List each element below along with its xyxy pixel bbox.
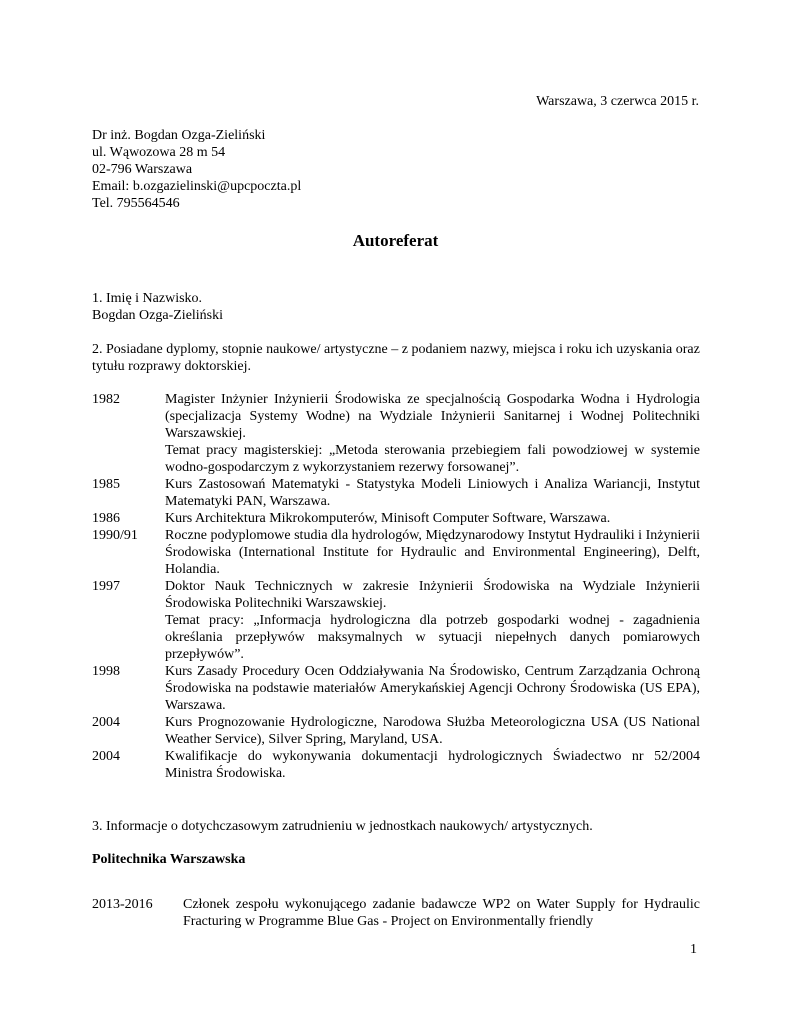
degree-entry (92, 748, 700, 782)
degree-entry (92, 714, 700, 748)
page-number: 1 (690, 942, 697, 957)
degree-paragraph: Kwalifikacje do wykonywania dokumentacji hydrologicznych Świadectwo nr 52/2004 Ministra Środowiska. (165, 749, 700, 781)
degree-year: 2004 (92, 715, 120, 730)
degree-paragraph: Temat pracy: „Informacja hydrologiczna dla potrzeb gospodarki wodnej - zagadnienia określania przepływów maksymalnych w sytuacji niepełnych danych pomiarowych przepływów”. (165, 613, 700, 662)
degree-description (165, 476, 700, 510)
degree-description (165, 510, 700, 527)
degree-description (165, 663, 700, 714)
degree-paragraph: Temat pracy magisterskiej: „Metoda sterowania przebiegiem fali powodziowej w systemie wodno-gospodarczym z wykorzystaniem rezerwy forsowanej”. (165, 443, 700, 475)
degree-year: 2004 (92, 749, 120, 764)
degree-paragraph: Doktor Nauk Technicznych w zakresie Inżynierii Środowiska na Wydziale Inżynierii Środowiska Politechniki Warszawskiej. (165, 579, 700, 611)
employment-year: 2013-2016 (92, 897, 153, 912)
employment-text: Członek zespołu wykonującego zadanie badawcze WP2 on Water Supply for Hydraulic Fracturing w Programme Blue Gas - Project on Environmentally friendly (183, 897, 700, 929)
degree-description (165, 748, 700, 782)
degree-year: 1985 (92, 477, 120, 492)
degree-year: 1986 (92, 511, 120, 526)
degree-year: 1982 (92, 392, 120, 407)
document-title: Autoreferat (352, 231, 439, 250)
degree-year: 1990/91 (92, 528, 138, 543)
section-3-heading: 3. Informacje o dotychczasowym zatrudnieniu w jednostkach naukowych/ artystycznych. (92, 819, 593, 834)
degree-paragraph: Kurs Zastosowań Matematyki - Statystyka Modeli Liniowych i Analiza Wariancji, Instytut Matematyki PAN, Warszawa. (165, 477, 700, 509)
sender-address-block (92, 127, 301, 212)
institution-name: Politechnika Warszawska (92, 852, 246, 867)
sender-street: ul. Wąwozowa 28 m 54 (92, 145, 226, 160)
degree-paragraph: Kurs Zasady Procedury Ocen Oddziaływania Na Środowisko, Centrum Zarządzania Ochroną Środowiska na podstawie materiałów Amerykańskiej Agencji Ochrony Środowiska (US EPA), Warszawa. (165, 664, 700, 713)
degree-entry (92, 527, 700, 578)
degree-entry (92, 510, 700, 527)
degree-paragraph: Magister Inżynier Inżynierii Środowiska ze specjalnością Gospodarka Wodna i Hydrologia (specjalizacja Systemy Wodne) na Wydziale Inżynierii Sanitarnej i Wodnej Politechniki Warszawskiej. (165, 392, 700, 441)
degree-description (165, 391, 700, 476)
degree-description (165, 578, 700, 663)
degree-entry (92, 391, 700, 476)
degree-description (165, 714, 700, 748)
section-1-name: Bogdan Ozga-Zieliński (92, 308, 224, 323)
degree-entry (92, 476, 700, 510)
sender-city: 02-796 Warszawa (92, 162, 193, 177)
degree-entry (92, 663, 700, 714)
section-1 (92, 290, 223, 324)
section-1-heading: 1. Imię i Nazwisko. (92, 291, 203, 306)
degree-year: 1998 (92, 664, 120, 679)
degree-paragraph: Kurs Prognozowanie Hydrologiczne, Narodowa Służba Meteorologiczna USA (US National Weather Service), Silver Spring, Maryland, USA. (165, 715, 700, 747)
degree-year: 1997 (92, 579, 120, 594)
degree-entry (92, 578, 700, 663)
degrees-list (92, 391, 700, 782)
section-2-heading: 2. Posiadane dyplomy, stopnie naukowe/ artystyczne – z podaniem nazwy, miejsca i roku ich uzyskania oraz tytułu rozprawy doktorskiej. (92, 342, 700, 374)
letter-date: Warszawa, 3 czerwca 2015 r. (536, 94, 699, 109)
sender-name: Dr inż. Bogdan Ozga-Zieliński (92, 128, 266, 143)
employment-entry (92, 896, 700, 930)
degree-paragraph: Kurs Architektura Mikrokomputerów, Minisoft Computer Software, Warszawa. (165, 511, 611, 526)
degree-paragraph: Roczne podyplomowe studia dla hydrologów, Międzynarodowy Instytut Hydrauliki i Inżynierii Środowiska (International Institute for Hydraulic and Environmental Engineering), Delft, Holandia. (165, 528, 700, 577)
sender-email: Email: b.ozgazielinski@upcpoczta.pl (92, 179, 302, 194)
sender-phone: Tel. 795564546 (92, 196, 180, 211)
degree-description (165, 527, 700, 578)
